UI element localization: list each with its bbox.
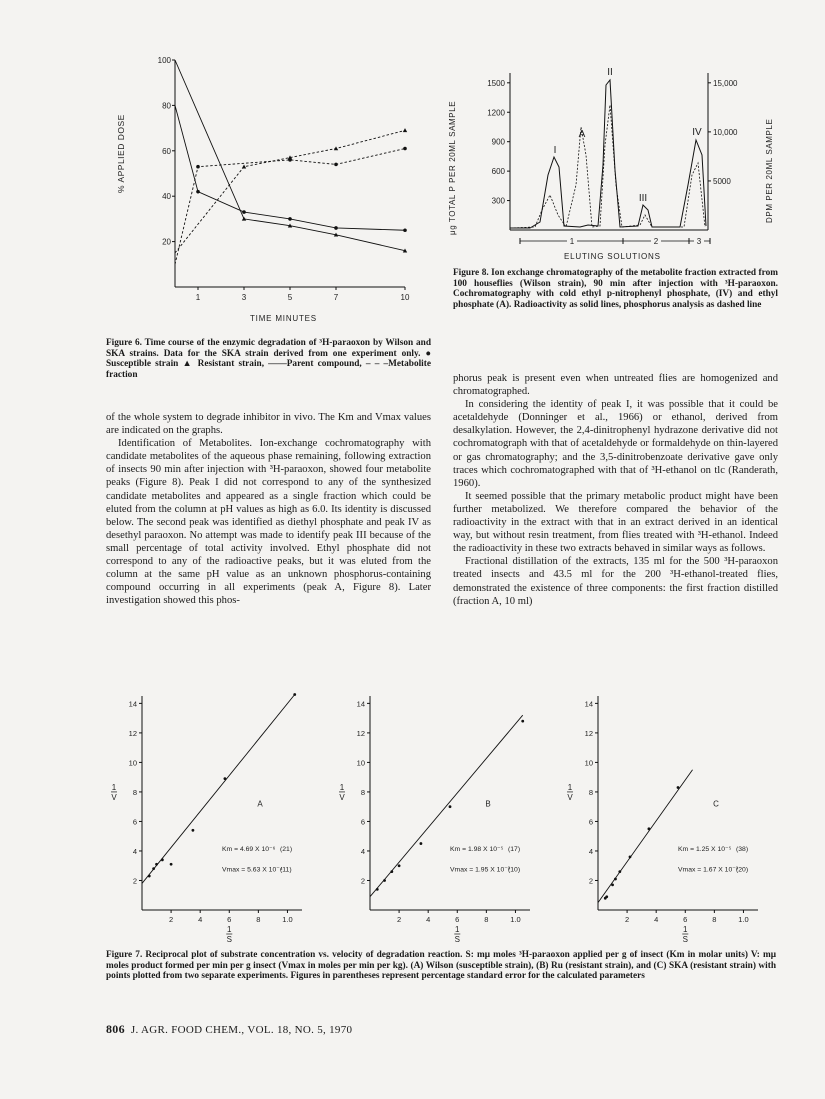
fig6-x-tick-label: 1 bbox=[195, 293, 201, 302]
fig7-panel-letter: A bbox=[257, 799, 263, 809]
fig7-y-tick-label: 12 bbox=[584, 728, 593, 738]
fig7-ylabel-numerator: 1 bbox=[111, 782, 117, 792]
fig6-x-tick-label: 3 bbox=[241, 293, 247, 302]
fig6-y-tick-label: 20 bbox=[162, 237, 171, 247]
fig7-km-value: Km = 1.25 X 10⁻⁵ bbox=[678, 845, 732, 853]
fig6-y-tick-label: 60 bbox=[162, 146, 171, 156]
journal-citation: J. AGR. FOOD CHEM., VOL. 18, NO. 5, 1970 bbox=[130, 1024, 353, 1036]
fig6-point-circle bbox=[242, 210, 246, 214]
fig6-y-tick-label: 100 bbox=[157, 56, 171, 65]
fig7-vmax-error: (10) bbox=[508, 866, 521, 874]
figure-6-caption: Figure 6. Time course of the enzymic degradation of ³H-paraoxon by Wilson and SKA strains. Data for the SKA strain derived from one experiment only. ● Susceptible strain ▲ Resistant strain, ——Parent compound, – – –Metabolite fraction bbox=[106, 338, 431, 380]
fig6-point-circle bbox=[196, 190, 200, 194]
fig6-x-tick-label: 7 bbox=[333, 293, 339, 302]
page-number: 806 bbox=[106, 1022, 125, 1036]
fig7-panel-c bbox=[567, 696, 758, 944]
fig7-data-point bbox=[605, 895, 608, 898]
fig7-data-point bbox=[521, 720, 524, 723]
fig8-left-tick-label: 900 bbox=[491, 137, 505, 147]
fig7-vmax-value: Vmax = 5.63 X 10⁻⁴ bbox=[222, 866, 283, 874]
fig7-data-point bbox=[293, 693, 296, 696]
fig7-vmax-error: (11) bbox=[280, 866, 292, 874]
figure-8-chart bbox=[440, 45, 780, 263]
fig7-x-tick-label: 4 bbox=[426, 915, 431, 924]
fig7-x-tick-label: 6 bbox=[455, 915, 460, 924]
fig7-y-tick-label: 4 bbox=[132, 846, 137, 856]
fig6-x-tick-label: 10 bbox=[400, 293, 410, 302]
fig7-km-error: (38) bbox=[736, 845, 749, 853]
fig6-point-triangle bbox=[403, 128, 407, 132]
figure-6-chart bbox=[110, 45, 420, 330]
fig7-ylabel-denominator: V bbox=[111, 792, 117, 802]
fig6-point-circle bbox=[403, 147, 407, 151]
fig7-y-tick-label: 10 bbox=[584, 758, 593, 768]
fig7-km-error: (17) bbox=[508, 845, 521, 853]
fig7-x-tick-label: 8 bbox=[256, 915, 261, 924]
page-footer bbox=[106, 1022, 352, 1037]
fig7-y-tick-label: 8 bbox=[588, 787, 593, 797]
fig8-eluting-label: 1 bbox=[569, 237, 575, 246]
fig6-y-tick-label: 40 bbox=[162, 192, 171, 202]
fig7-xlabel-denominator: S bbox=[226, 935, 232, 944]
fig7-xlabel-denominator: S bbox=[682, 935, 688, 944]
fig7-y-tick-label: 12 bbox=[356, 728, 365, 738]
fig7-y-tick-label: 6 bbox=[360, 817, 365, 827]
fig7-y-tick-label: 6 bbox=[132, 817, 137, 827]
fig7-y-tick-label: 14 bbox=[584, 699, 593, 709]
fig7-km-value: Km = 1.98 X 10⁻⁵ bbox=[450, 845, 504, 853]
fig7-x-tick-label: 1.0 bbox=[510, 915, 521, 924]
figure-7-caption: Figure 7. Reciprocal plot of substrate concentration vs. velocity of degradation reaction. S: mμ moles ³H-paraoxon applied per g of insect (Km in molar units) V: mμ moles product formed per min per g insect (Vmax in moles per min per kg). (A) Wilson (susceptible strain), (B) Ru (resistant strain), and (C) SKA (resistant strain) with points plotted from two separate experiments. Figures in parentheses represent percentage standard error for the calculated parameters bbox=[106, 950, 776, 982]
fig7-ylabel-numerator: 1 bbox=[339, 782, 345, 792]
fig8-left-tick-label: 1200 bbox=[487, 108, 505, 118]
fig7-xlabel-numerator: 1 bbox=[227, 925, 232, 934]
figure-7-chart bbox=[100, 688, 780, 948]
fig7-data-point bbox=[390, 870, 393, 873]
fig7-data-point bbox=[398, 864, 401, 867]
fig7-panel-letter: B bbox=[485, 799, 491, 809]
fig8-xlabel: ELUTING SOLUTIONS bbox=[564, 252, 661, 261]
fig7-x-tick-label: 6 bbox=[227, 915, 232, 924]
fig7-xlabel-numerator: 1 bbox=[683, 925, 688, 934]
fig6-x-tick-label: 5 bbox=[287, 293, 293, 302]
fig8-eluting-label: 3 bbox=[696, 237, 702, 246]
paragraph: of the whole system to degrade inhibitor in vivo. The Km and Vmax values are indicated on the graphs. bbox=[106, 412, 431, 437]
fig6-xlabel: TIME MINUTES bbox=[250, 314, 317, 323]
fig8-left-tick-label: 300 bbox=[491, 196, 505, 206]
fig7-panel-letter: C bbox=[713, 799, 719, 809]
fig7-y-tick-label: 10 bbox=[356, 758, 365, 768]
fig6-point-circle bbox=[288, 217, 292, 221]
fig7-y-tick-label: 2 bbox=[588, 876, 593, 886]
fig7-y-tick-label: 8 bbox=[132, 787, 137, 797]
fig7-y-tick-label: 8 bbox=[360, 787, 365, 797]
fig8-left-tick-label: 1500 bbox=[487, 78, 505, 88]
fig7-y-tick-label: 4 bbox=[360, 846, 365, 856]
fig7-y-tick-label: 14 bbox=[356, 699, 365, 709]
fig7-data-point bbox=[155, 863, 158, 866]
paragraph: It seemed possible that the primary metabolic product might have been further metabolized. We therefore compared the behavior of the radioactivity in the extract with that in an extract derived in an identical way, but without resin treatment, from flies treated with ³H-ethanol. Indeed the radioactivity in these two extracts behaved in similar ways as follows. bbox=[453, 490, 778, 555]
fig7-data-point bbox=[192, 829, 195, 832]
fig7-data-point bbox=[376, 888, 379, 891]
fig8-peak-label: A bbox=[578, 129, 586, 140]
fig7-vmax-value: Vmax = 1.67 X 10⁻³ bbox=[678, 866, 739, 874]
fig7-vmax-value: Vmax = 1.95 X 10⁻³ bbox=[450, 866, 511, 874]
fig6-y-tick-label: 80 bbox=[162, 101, 171, 111]
fig7-y-tick-label: 4 bbox=[588, 846, 593, 856]
fig7-ylabel-numerator: 1 bbox=[567, 782, 573, 792]
left-column-text bbox=[106, 411, 431, 607]
fig8-right-tick-label: 10,000 bbox=[713, 127, 738, 137]
fig7-data-point bbox=[614, 878, 617, 881]
fig7-y-tick-label: 10 bbox=[128, 758, 137, 768]
fig7-data-point bbox=[618, 870, 621, 873]
fig7-data-point bbox=[224, 777, 227, 780]
fig8-phosphorus-trace bbox=[510, 105, 705, 228]
fig7-data-point bbox=[449, 805, 452, 808]
fig6-series-line bbox=[175, 60, 405, 251]
fig6-point-triangle bbox=[334, 146, 338, 150]
fig8-eluting-label: 2 bbox=[653, 237, 659, 246]
fig7-km-value: Km = 4.69 X 10⁻⁶ bbox=[222, 845, 276, 853]
fig8-right-tick-label: 5000 bbox=[713, 176, 731, 186]
right-column-text bbox=[453, 372, 778, 608]
fig7-data-point bbox=[161, 858, 164, 861]
fig7-y-tick-label: 2 bbox=[132, 876, 137, 886]
fig7-x-tick-label: 8 bbox=[484, 915, 489, 924]
fig7-data-point bbox=[611, 884, 614, 887]
fig7-ylabel-denominator: V bbox=[567, 792, 573, 802]
fig8-ylabel-left: μg TOTAL P PER 20ML SAMPLE bbox=[448, 100, 457, 235]
fig7-data-point bbox=[629, 855, 632, 858]
fig7-x-tick-label: 4 bbox=[198, 915, 203, 924]
fig6-point-circle bbox=[403, 228, 407, 232]
fig7-x-tick-label: 2 bbox=[397, 915, 402, 924]
fig8-right-tick-label: 15,000 bbox=[713, 78, 738, 88]
fig7-ylabel-denominator: V bbox=[339, 792, 345, 802]
fig7-data-point bbox=[383, 879, 386, 882]
fig7-x-tick-label: 4 bbox=[654, 915, 659, 924]
fig6-series-line bbox=[175, 105, 405, 230]
fig7-x-tick-label: 2 bbox=[625, 915, 630, 924]
fig7-x-tick-label: 1.0 bbox=[282, 915, 293, 924]
fig7-km-error: (21) bbox=[280, 845, 293, 853]
fig8-ylabel-right: DPM PER 20ML SAMPLE bbox=[765, 118, 774, 223]
fig6-point-triangle bbox=[242, 164, 246, 168]
fig7-y-tick-label: 14 bbox=[128, 699, 137, 709]
paragraph: Fractional distillation of the extracts, 135 ml for the 500 ³H-paraoxon treated insects and 43.5 ml for the 200 ³H-ethanol-treated flies, demonstrated the existence of three components: the first fraction distilled (fraction A, 10 ml) bbox=[453, 556, 778, 607]
fig7-xlabel-numerator: 1 bbox=[455, 925, 460, 934]
paragraph: phorus peak is present even when untreated flies are homogenized and chromatographed. bbox=[453, 373, 778, 398]
paragraph: Identification of Metabolites. Ion-exchange cochromatography with candidate metabolites of the aqueous phase remaining, following extraction of insects 90 min after injection with ³H-paraoxon, showed four metabolite peaks (Figure 8). Peak I did not correspond to any of the synthesized candidate metabolites and appeared as a single fraction which could be eluted from the column at pH values as high as 6.0. Its identity is discussed below. The second peak was identified as diethyl phosphate and peak IV as desethyl paraoxon. No attempt was made to identify peak III because of the small percentage of total activity involved. Ethyl phosphate did not correspond to any of the radioactive peaks, but it was eluted from the column at the same pH value as an unknown phosphorus-containing compound occurring in all experiments (peak A, Figure 8). Later investigation showed this phos- bbox=[106, 438, 431, 607]
fig7-data-point bbox=[420, 842, 423, 845]
fig8-peak-label: II bbox=[607, 67, 613, 78]
fig7-x-tick-label: 1.0 bbox=[738, 915, 749, 924]
fig7-panel-a bbox=[111, 693, 302, 944]
fig8-peak-label: I bbox=[553, 145, 557, 156]
fig7-x-tick-label: 2 bbox=[169, 915, 174, 924]
fig7-panel-b bbox=[339, 696, 530, 944]
fig6-point-circle bbox=[334, 163, 338, 167]
fig6-series-line bbox=[175, 130, 405, 253]
fig6-point-circle bbox=[196, 165, 200, 169]
figure-8-caption: Figure 8. Ion exchange chromatography of the metabolite fraction extracted from 100 houseflies (Wilson strain), 90 min after injection with ³H-paraoxon. Cochromatography with cold ethyl p-nitrophenyl phosphate, (IV) and ethyl phosphate (A). Radioactivity as solid lines, phosphorus analysis as dashed line bbox=[453, 268, 778, 310]
fig6-series-line bbox=[175, 149, 405, 265]
fig7-data-point bbox=[148, 875, 151, 878]
fig7-x-tick-label: 8 bbox=[712, 915, 717, 924]
fig7-data-point bbox=[152, 867, 155, 870]
fig7-x-tick-label: 6 bbox=[683, 915, 688, 924]
fig7-data-point bbox=[677, 786, 680, 789]
fig6-point-circle bbox=[334, 226, 338, 230]
fig7-fit-line bbox=[598, 770, 693, 903]
fig7-data-point bbox=[648, 827, 651, 830]
fig7-y-tick-label: 2 bbox=[360, 876, 365, 886]
fig8-peak-label: III bbox=[638, 193, 648, 204]
fig8-left-tick-label: 600 bbox=[491, 167, 505, 177]
fig8-peak-label: IV bbox=[692, 127, 702, 138]
fig7-xlabel-denominator: S bbox=[454, 935, 460, 944]
fig7-y-tick-label: 12 bbox=[128, 728, 137, 738]
fig8-radioactivity-trace bbox=[510, 80, 706, 228]
fig7-vmax-error: (20) bbox=[736, 866, 749, 874]
paragraph: In considering the identity of peak I, it was possible that it could be acetaldehyde (Donninger et al., 1966) or ethanol, derived from desalkylation. However, the 2,4-dinitrophenyl hydrazone derivative did not cochromatograph with that of acetaldehyde or formaldehyde on thin-layered or gas chromatography; and the 3,5-dinitrobenzoate derivative gave only traces which cochromatographed with that of ³H-ethanol on tlc (Randerath, 1960). bbox=[453, 399, 778, 489]
fig7-y-tick-label: 6 bbox=[588, 817, 593, 827]
fig7-data-point bbox=[170, 863, 173, 866]
fig6-ylabel: % APPLIED DOSE bbox=[116, 114, 126, 193]
fig7-fit-line bbox=[142, 695, 295, 884]
